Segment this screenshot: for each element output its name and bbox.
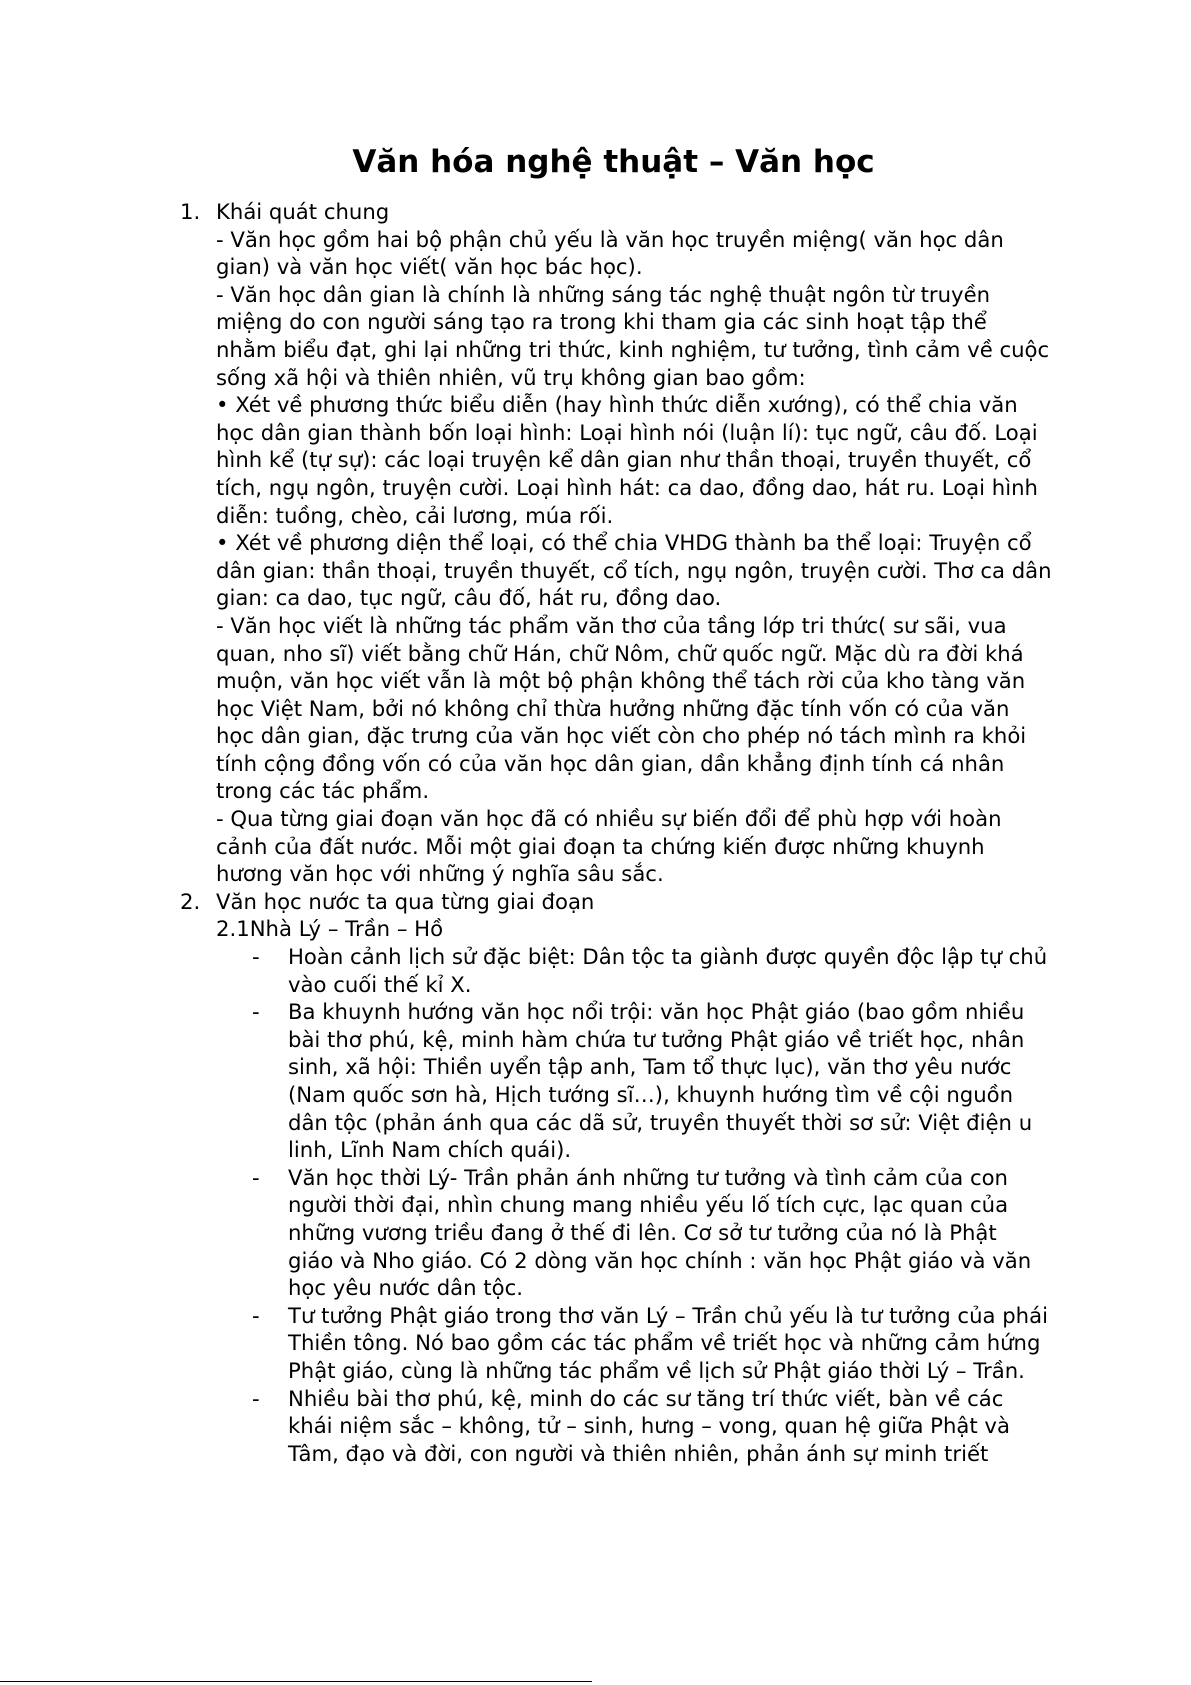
bullet-marker: -	[252, 1164, 260, 1190]
section-periods	[0, 888, 1191, 1467]
paragraph: • Xét về phương thức biểu diễn (hay hình thức diễn xướng), có thể chia văn học dân gian thành bốn loại hình: Loại hình nói (luận lí): tục ngữ, câu đố. Loại hình kể (tự sự): các loại truyện kể dân gian như thần thoại, truyền thuyết, cổ tích, ngụ ngôn, truyện cười. Loại hình hát: ca dao, đồng dao, hát ru. Loại hình diễn: tuồng, chèo, cải lương, múa rối.	[216, 392, 1038, 528]
bullet-list	[0, 943, 1191, 1467]
section-number: 2.	[180, 888, 201, 914]
paragraph: • Xét về phương diện thể loại, có thể chia VHDG thành ba thể loại: Truyện cổ dân gian: thần thoại, truyền thuyết, cổ tích, ngụ ngôn, truyện cười. Thơ ca dân gian: ca dao, tục ngữ, câu đố, hát ru, đồng dao.	[216, 530, 1052, 611]
document-body	[0, 198, 1191, 1467]
paragraph: - Văn học dân gian là chính là những sáng tác nghệ thuật ngôn từ truyền miệng do con người sáng tạo ra trong khi tham gia các sinh hoạt tập thể nhằm biểu đạt, ghi lại những tri thức, kinh nghiệm, tư tưởng, tình cảm về cuộc sống xã hội và thiên nhiên, vũ trụ không gian bao gồm:	[216, 281, 1050, 390]
paragraph: - Văn học viết là những tác phẩm văn thơ của tầng lớp tri thức( sư sãi, vua quan, nho sĩ) viết bằng chữ Hán, chữ Nôm, chữ quốc ngữ. Mặc dù ra đời khá muộn, văn học viết vẫn là một bộ phận không thể tách rời của kho tàng văn học Việt Nam, bởi nó không chỉ thừa hưởng những đặc tính vốn có của văn học dân gian, đặc trưng của văn học viết còn cho phép nó tách mình ra khỏi tính cộng đồng vốn có của văn học dân gian, dần khẳng định tính cá nhân trong các tác phẩm.	[216, 612, 1027, 804]
bullet-marker: -	[252, 944, 260, 970]
section-number: 1.	[180, 199, 201, 224]
page-title: Văn hóa nghệ thuật – Văn học	[352, 144, 875, 180]
list-item	[252, 943, 1048, 998]
section-overview	[0, 198, 1191, 888]
list-item	[252, 1385, 1048, 1468]
list-item-text: Tư tưởng Phật giáo trong thơ văn Lý – Trần chủ yếu là tư tưởng của phái Thiền tông. Nó bao gồm các tác phẩm về triết học và những cảm hứng Phật giáo, cùng là những tác phẩm về lịch sử Phật giáo thời Lý – Trần.	[288, 1302, 1048, 1383]
list-item	[252, 1164, 1048, 1302]
section-heading: Văn học nước ta qua từng giai đoạn	[216, 888, 595, 914]
section-heading: Khái quát chung	[216, 199, 390, 224]
list-item-text: Nhiều bài thơ phú, kệ, minh do các sư tăng trí thức viết, bàn về các khái niệm sắc – không, tử – sinh, hưng – vong, quan hệ giữa Phật và Tâm, đạo và đời, con người và thiên nhiên, phản ánh sự minh triết	[288, 1385, 1010, 1466]
footnote-separator	[0, 1681, 592, 1682]
list-item	[252, 1302, 1048, 1385]
paragraph: - Văn học gồm hai bộ phận chủ yếu là văn học truyền miệng( văn học dân gian) và văn học viết( văn học bác học).	[216, 226, 1004, 280]
bullet-marker: -	[252, 1302, 260, 1328]
bullet-marker: -	[252, 999, 260, 1025]
subsection-heading: 2.1Nhà Lý – Trần – Hồ	[216, 916, 444, 942]
list-item-text: Ba khuynh hướng văn học nổi trội: văn học Phật giáo (bao gồm nhiều bài thơ phú, kệ, minh hàm chứa tư tưởng Phật giáo về triết học, nhân sinh, xã hội: Thiền uyển tập anh, Tam tổ thực lục), văn thơ yêu nước (Nam quốc sơn hà, Hịch tướng sĩ…), khuynh hướng tìm về cội nguồn dân tộc (phản ánh qua các dã sử, truyền thuyết thời sơ sử: Việt điện u linh, Lĩnh Nam chích quái).	[288, 999, 1033, 1163]
list-item-text: Hoàn cảnh lịch sử đặc biệt: Dân tộc ta giành được quyền độc lập tự chủ vào cuối thế kỉ X.	[288, 944, 1048, 997]
paragraph: - Qua từng giai đoạn văn học đã có nhiều sự biến đổi để phù hợp với hoàn cảnh của đất nước. Mỗi một giai đoạn ta chứng kiến được những khuynh hương văn học với những ý nghĩa sâu sắc.	[216, 806, 1002, 887]
list-item	[252, 998, 1048, 1164]
list-item-text: Văn học thời Lý- Trần phản ánh những tư tưởng và tình cảm của con người thời đại, nhìn chung mang nhiều yếu lố tích cực, lạc quan của những vương triều đang ở thế đi lên. Cơ sở tư tưởng của nó là Phật giáo và Nho giáo. Có 2 dòng văn học chính : văn học Phật giáo và văn học yêu nước dân tộc.	[288, 1164, 1032, 1301]
bullet-marker: -	[252, 1385, 260, 1411]
